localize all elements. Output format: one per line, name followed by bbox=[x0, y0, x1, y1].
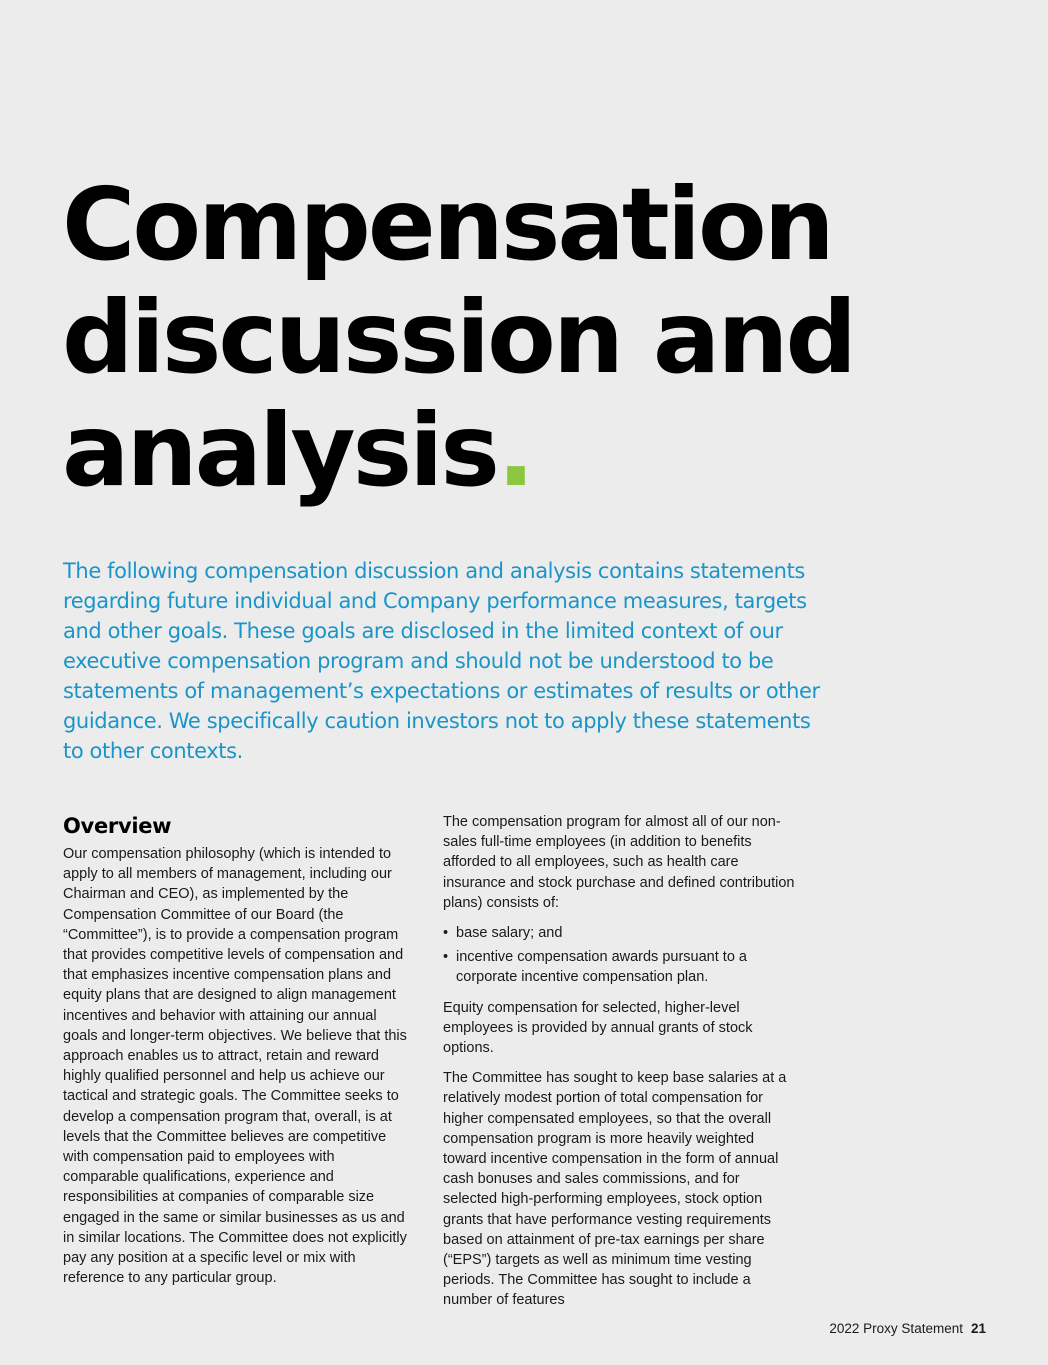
overview-paragraph: Our compensation philosophy (which is intended to apply to all members of management, including our Chairman and CEO), as implemented by the Compensation Committee of our Board (the “Committee”), is to provide a compensation program that provides competitive levels of compensation and that emphasizes incentive compensation plans and equity plans that are designed to align management incentives and behavior with attaining our annual goals and longer-term objectives. We believe that this approach enables us to attract, retain and reward highly qualified personnel and help us achieve our tactical and strategic goals. The Committee seeks to develop a compensation program that, overall, is at levels that the Committee believes are competitive with compensation paid to employees with comparable qualifications, experience and responsibilities at companies of comparable size engaged in the same or similar businesses as us and in similar locations. The Committee does not explicitly pay any position at a specific level or mix with reference to any particular group. bbox=[63, 846, 407, 1287]
title-line-3-text: analysis bbox=[62, 392, 497, 509]
left-column bbox=[63, 812, 413, 1298]
page-footer bbox=[829, 1321, 986, 1336]
intro-paragraph: The following compensation discussion and analysis contains statements regarding future individual and Company performance measures, targets and other goals. These goals are disclosed in the limited context of our executive compensation program and should not be understood to be statements of management’s expectations or estimates of results or other guidance. We specifically caution investors not to apply these statements to other contexts. bbox=[63, 559, 820, 763]
title-accent-dot: . bbox=[496, 392, 532, 509]
base-salary-paragraph: The Committee has sought to keep base salaries at a relatively modest portion of total compensation for higher compensated employees, so that the overall compensation program is more heavily weighted toward incentive compensation in the form of annual cash bonuses and sales commissions, and for selected high-performing employees, stock option grants that have performance vesting requirements based on attainment of pre-tax earnings per share (“EPS”) targets as well as minimum time vesting periods. The Committee has sought to include a number of features bbox=[443, 1070, 787, 1309]
title-line-1: Compensation bbox=[62, 166, 832, 283]
page-number: 21 bbox=[970, 1321, 986, 1336]
footer-label: 2022 Proxy Statement bbox=[829, 1321, 963, 1336]
program-paragraph: The compensation program for almost all of our non-sales full-time employees (in addition to benefits afforded to all employees, such as health care insurance and stock purchase and defined contribution plans) consists of: bbox=[443, 814, 795, 911]
title-line-3 bbox=[62, 394, 854, 507]
page-title bbox=[62, 168, 854, 507]
program-components-list bbox=[443, 923, 795, 988]
equity-paragraph: Equity compensation for selected, higher-level employees is provided by annual grants of stock options. bbox=[443, 999, 753, 1057]
right-column bbox=[443, 812, 795, 1321]
list-item: • incentive compensation awards pursuant to a corporate incentive compensation plan. bbox=[443, 947, 795, 987]
list-item: • base salary; and bbox=[443, 923, 795, 943]
title-line-2: discussion and bbox=[62, 279, 855, 396]
overview-heading: Overview bbox=[63, 814, 172, 838]
